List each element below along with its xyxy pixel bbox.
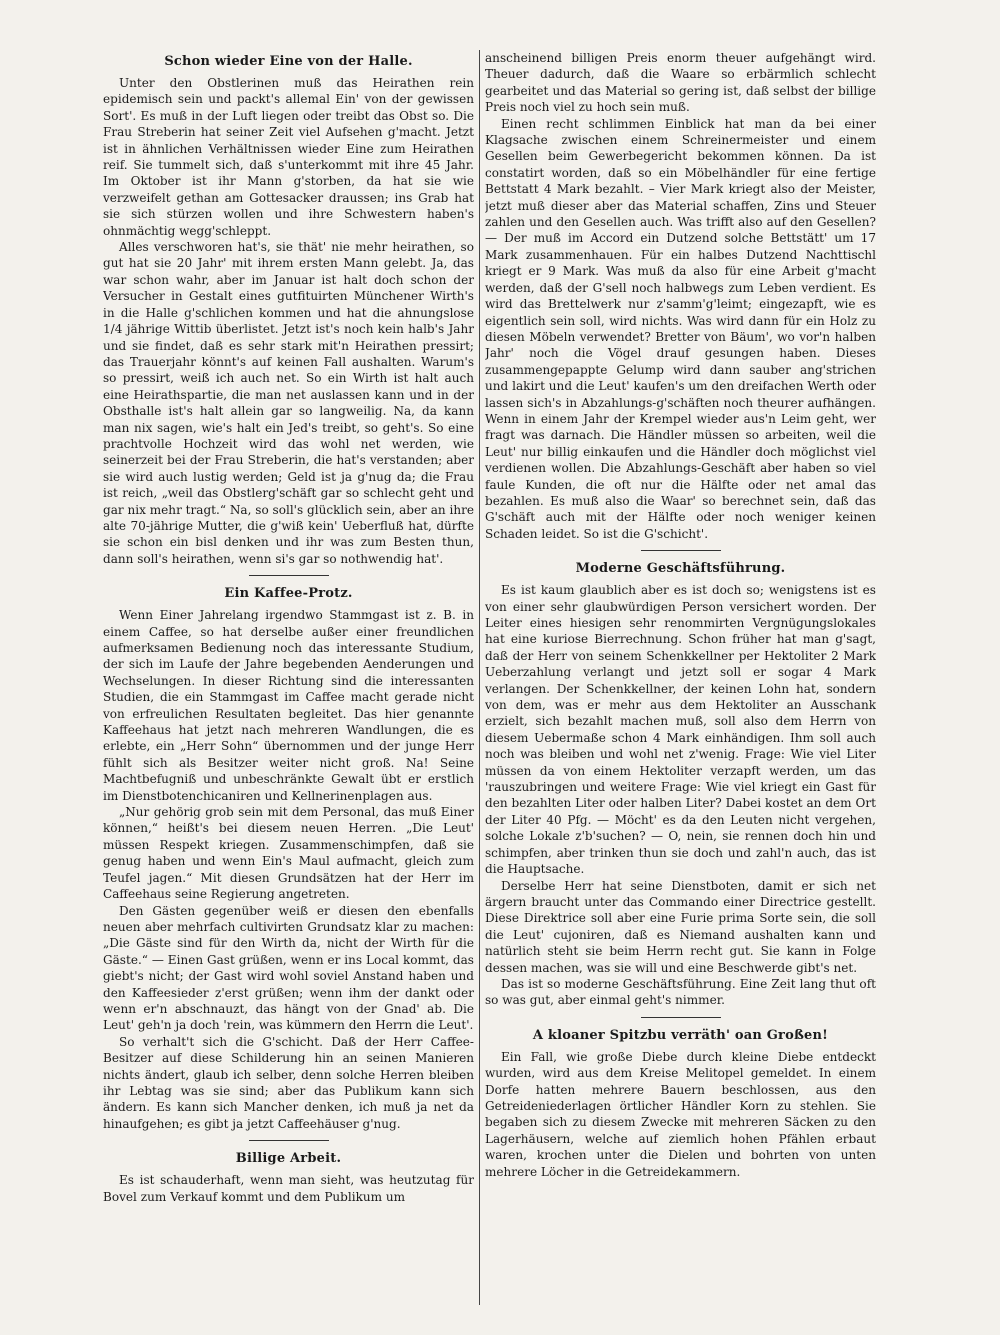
article-paragraph: Einen recht schlimmen Einblick hat man da bei einer Klagsache zwischen einem Schreinermeister und einem Gesellen beim Gewerbegericht bekommen können. Da ist constatirt worden, daß so ein Möbelhändler für eine fertige Bettstatt 4 Mark bezahlt. – Vier Mark kriegt also der Meister, jetzt muß dieser aber das Material schaffen, Zins und Steuer zahlen und den Gesellen auch. Was trifft also auf den Gesellen? — Der muß im Accord ein Dutzend solche Bettstätt' um 17 Mark zusammenhauen. Für ein halbes Dutzend Nachttischl kriegt er 9 Mark. Was muß da also für eine Arbeit g'macht werden, daß der G'sell noch halbwegs zum Leben verdient. Es wird das Brettelwerk nur z'samm'g'leimt; eingezapft, wie es eigentlich sein soll, wird nichts. Was wird dann für ein Holz zu diesen Möbeln verwendet? Bretter von Bäum', wo vor'n halben Jahr' noch die Vögel drauf gesungen haben. Dieses zusammengepappte Gelump wird dann sauber ang'strichen und lakirt und die Leut' kaufen's um den dreifachen Werth oder lassen sich's in Abzahlungs-g'schäften noch theurer aufhängen. Wenn in einem Jahr der Krempel wieder aus'n Leim geht, wer fragt was darnach. Die Händler müssen so arbeiten, weil die Leut' nur billig einkaufen und die Händler doch möglichst viel verdienen wollen. Die Abzahlungs-Geschäft aber haben so viel faule Kunden, die oft nur die Hälfte oder net amal das bezahlen. Es muß also die Waar' so berechnet sein, daß das G'schäft auch mit der Hälfte oder noch weniger keinen Schaden leidet. So ist die G'schicht'. [485, 116, 876, 541]
article-title-spitzbu: A kloaner Spitzbu verräth' oan Großen! [532, 1027, 829, 1043]
article-separator [249, 575, 329, 576]
article-title-billige-arbeit: Billige Arbeit. [235, 1151, 342, 1167]
article-paragraph: Das ist so moderne Geschäftsführung. Eine Zeit lang thut oft so was gut, aber einmal geht's nimmer. [485, 976, 876, 1008]
article-paragraph-continued: anscheinend billigen Preis enorm theuer aufgehängt wird. Theuer dadurch, daß die Waare so erbärmlich schlecht gearbeitet und das Material so gering ist, daß selbst der billige Preis noch viel zu hoch sein muß. [485, 51, 876, 115]
article-paragraph: „Nur gehörig grob sein mit dem Personal, das muß Einer können,“ heißt's bei diesem neuen Herren. „Die Leut' müssen Respekt kriegen. Zusammenschimpfen, daß sie genug haben und wenn Ein's Maul aufmacht, gleich zum Teufel jagen.“ Mit diesen Grundsätzen hat der Herr im Caffeehaus seine Regierung angetreten. [103, 805, 474, 902]
article-paragraph: Den Gästen gegenüber weiß er diesen den ebenfalls neuen aber mehrfach cultivirten Grundsatz klar zu machen: „Die Gäste sind für den Wirth da, nicht der Wirth für die Gäste.“ — Einen Gast grüßen, wenn er ins Local kommt, das giebt's nicht; der Gast wird wohl soviel Anstand haben und den Kaffeesieder z'erst grüßen; wenn ihm der dankt oder wenn er'n abschnauzt, das hängt von der Gnad' ab. Die Leut' geh'n ja doch 'rein, was kümmern den Herrn die Leut'. [103, 903, 474, 1033]
article-title-geschaeftsfuehrung: Moderne Geschäftsführung. [575, 561, 786, 577]
article-paragraph: Alles verschworen hat's, sie thät' nie mehr heirathen, so gut hat sie 20 Jahr' mit ihrem ersten Mann gelebt. Ja, das war schon wahr, aber im Januar ist halt doch schon der Versucher in Gestalt eines gutfituirten Münchener Wirth's in die Halle g'schlichen kommen und hat die ahnungslose 1/4 jährige Wittib überlistet. Jetzt ist's noch kein halb's Jahr und sie findet, daß es sehr stark mit'n Heirathen pressirt; das Trauerjahr könnt's auf keinen Fall aushalten. Warum's so pressirt, weiß ich auch net. So ein Wirth ist halt auch eine Heirathspartie, die man net auslassen kann und in der Obsthalle ist's halt allein gar so langweilig. Na, da kann man nix sagen, wie's halt ein Jed's treibt, so geht's. So eine prachtvolle Hochzeit wird das wohl net werden, wie seinerzeit bei der Frau Streberin, die hat's verstanden; aber sie wird auch lustig werden; Geld ist ja g'nug da; die Frau ist reich, „weil das Obstlerg'schäft gar so schlecht geht und gar nix mehr tragt.“ Na, so soll's glücklich sein, aber an ihre alte 70-jährige Mutter, die g'wiß kein' Ueberfluß hat, dürfte sie schon ein bisl denken und ihr was zum Besten thun, dann soll's heirathen, wenn si's gar so nothwendig hat'. [103, 240, 474, 566]
article-paragraph: Es ist kaum glaublich aber es ist doch so; wenigstens ist es von einer sehr glaubwürdigen Person versichert worden. Der Leiter eines hiesigen sehr renommirten Vergnügungslokales hat eine kuriose Bierrechnung. Schon früher hat man g'sagt, daß der Herr von seinem Schenkkellner per Hektoliter 2 Mark Ueberzahlung verlangt und jetzt soll er sogar 4 Mark verlangen. Der Schenkkellner, der keinen Lohn hat, sondern von dem, was er mehr aus dem Hektoliter an Ausschank erzielt, sich bezahlt machen muß, soll also dem Herrn von diesem Uebermaße schon 4 Mark einhändigen. Ihm soll auch noch was bleiben und wohl net z'wenig. Frage: Wie viel Liter müssen da von einem Hektoliter verzapft werden, um das 'rauszubringen und weitere Frage: Wie viel kriegt ein Gast für den bezahlten Liter oder halben Liter? Dabei kostet an dem Ort der Liter 40 Pfg. — Möcht' es da den Leuten nicht vergehen, solche Lokale z'b'suchen? — O, nein, sie rennen doch hin und schimpfen, aber trinken thun sie doch und zahl'n auch, das ist die Hauptsache. [485, 583, 876, 877]
article-title-kaffee-protz: Ein Kaffee-Protz. [224, 586, 353, 602]
article-paragraph: Unter den Obstlerinen muß das Heirathen rein epidemisch sein und packt's allemal Ein' von der gewissen Sort'. Es muß in der Luft liegen oder treibt das Obst so. Die Frau Streberin hat seiner Zeit viel Aufsehen g'macht. Jetzt ist in ähnlichen Verhältnissen wieder Eine zum Heirathen reif. Sie tummelt sich, daß s'unterkommt mit ihre 45 Jahr. Im Oktober ist ihr Mann g'storben, da hat sie wie verzweifelt gethan am Gottesacker draussen; ins Grab hat sie sich stürzen wollen und ihre Schwestern haben's ohnmächtig wegg'schleppt. [103, 76, 474, 238]
article-separator [249, 1140, 329, 1141]
article-paragraph: Ein Fall, wie große Diebe durch kleine Diebe entdeckt wurden, wird aus dem Kreise Melitopel gemeldet. In einem Dorfe hatten mehrere Bauern beschlossen, aus den Getreideniederlagen örtlicher Händler Korn zu stehlen. Sie begaben sich zu diesem Zwecke mit mehreren Säcken zu den Lagerhäusern, welche auf ziemlich hohen Pfählen erbaut waren, krochen unter die Dielen und bohrten von unten mehrere Löcher in die Getreidekammern. [485, 1049, 876, 1179]
article-separator [641, 550, 721, 551]
left-column [103, 50, 474, 1305]
column-divider [479, 50, 480, 1305]
right-column [485, 50, 876, 1305]
article-paragraph: Derselbe Herr hat seine Dienstboten, damit er sich net ärgern braucht unter das Commando einer Directrice gestellt. Diese Direktrice soll aber eine Furie prima Sorte sein, die soll die Leut' cujoniren, daß es Niemand aushalten kann und natürlich steht sie beim Herrn recht gut. Sie kann in Folge dessen machen, was sie will und eine Beschwerde gibt's net. [485, 878, 876, 975]
article-paragraph: Es ist schauderhaft, wenn man sieht, was heutzutag für Bovel zum Verkauf kommt und dem Publikum um [103, 1173, 474, 1204]
article-title-halle: Schon wieder Eine von der Halle. [164, 54, 413, 69]
article-paragraph: So verhalt't sich die G'schicht. Daß der Herr Caffee-Besitzer auf diese Schilderung hin an seinen Manieren nichts ändert, glaub ich selber, denn solche Herren bleiben ihr Lebtag was sie sind; aber das Publikum kann sich ändern. Es kann sich Mancher denken, ich muß ja net da hinaufgehen; es gibt ja jetzt Caffeehäuser g'nug. [103, 1034, 474, 1131]
article-separator [641, 1017, 721, 1018]
article-paragraph: Wenn Einer Jahrelang irgendwo Stammgast ist z. B. in einem Caffee, so hat derselbe außer einer freundlichen aufmerksamen Bedienung noch das interessante Studium, der sich im Laufe der Jahre begebenden Aenderungen und Wechselungen. In dieser Richtung sind die interessanten Studien, die ein Stammgast im Caffee macht gerade nicht von erfreulichen Resultaten begleitet. Das hier genannte Kaffeehaus hat jetzt nach mehreren Wandlungen, die es erlebte, ein „Herr Sohn“ übernommen und der junge Herr fühlt sich als Besitzer weiter nicht groß. Na! Seine Machtbefugniß und unbeschränkte Gewalt übt er erstlich im Dienstbotenchicaniren und Kellnerinenplagen aus. [103, 608, 474, 803]
